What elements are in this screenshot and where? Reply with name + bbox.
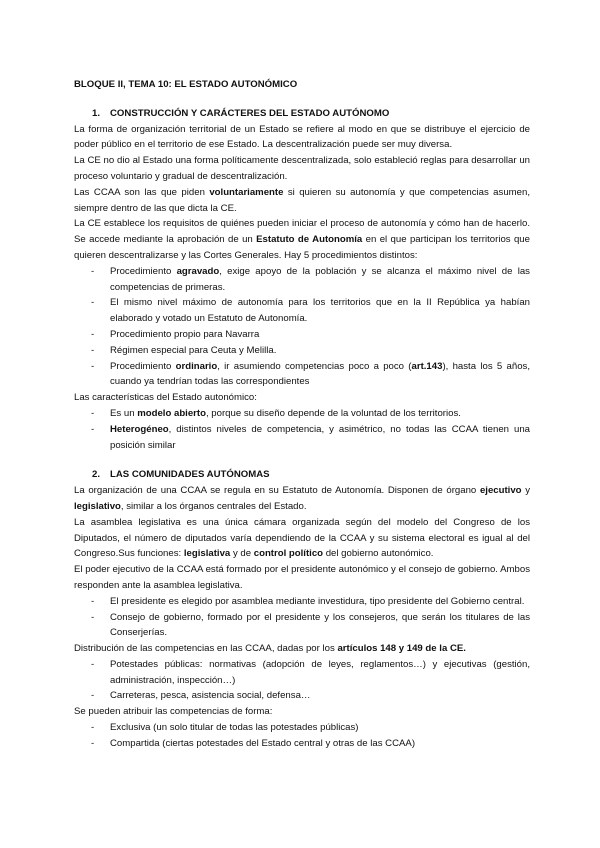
text-run: Es un bbox=[110, 407, 138, 419]
dash-bullet: - bbox=[91, 265, 95, 277]
text-run: , similar a los órganos centrales del Estado. bbox=[120, 500, 307, 512]
list-item bbox=[74, 657, 530, 689]
list-item bbox=[74, 327, 530, 343]
s1-paragraph-2: La CE no dio al Estado una forma políticamente descentralizada, solo estableció reglas para desarrollar un proceso voluntario y gradual de descentralización. bbox=[74, 155, 530, 182]
list-item bbox=[74, 422, 530, 454]
bold-text: art.143 bbox=[411, 360, 443, 372]
dash-bullet: - bbox=[91, 407, 95, 419]
s1-paragraph-1: La forma de organización territorial de un Estado se refiere al modo en que se distribuye el ejercicio de poder público en el territorio de ese Estado. La descentralización puede ser muy diversa. bbox=[74, 123, 530, 151]
list-item bbox=[74, 688, 530, 704]
s2-paragraph-4 bbox=[74, 641, 530, 657]
s1-paragraph-4 bbox=[74, 216, 530, 263]
dash-bullet: - bbox=[91, 344, 95, 356]
text-run: Potestades públicas: normativas (adopción de leyes, reglamentos…) y ejecutivas (gestión, administración, inspección…) bbox=[110, 658, 530, 686]
section-2-heading bbox=[74, 467, 530, 483]
spacer bbox=[74, 453, 530, 467]
dash-bullet: - bbox=[91, 658, 95, 670]
bold-text: legislativo bbox=[74, 500, 121, 512]
text-run: , exige apoyo de la población y se alcanza el máximo nivel de las competencias de primeras. bbox=[110, 265, 530, 293]
text-run: , distintos niveles de competencia, y asimétrico, no todas las CCAA tienen una posición similar bbox=[110, 423, 530, 451]
list-item bbox=[74, 720, 530, 736]
bold-text: agravado bbox=[176, 265, 220, 277]
text-run: Carreteras, pesca, asistencia social, defensa… bbox=[110, 690, 311, 702]
text-run: Procedimiento propio para Navarra bbox=[110, 328, 260, 340]
text-run: La organización de una CCAA se regula en su Estatuto de Autonomía. Disponen de órgano bbox=[74, 485, 480, 497]
text-run: si quieren su autonomía y que competencias asumen, siempre dentro de las que dicta la CE. bbox=[74, 186, 530, 214]
list-item bbox=[74, 264, 530, 296]
bold-text: voluntariamente bbox=[209, 186, 284, 198]
document-title: BLOQUE II, TEMA 10: EL ESTADO AUTONÓMICO bbox=[74, 79, 298, 90]
s2-executive-list bbox=[74, 594, 530, 641]
bold-text: artículos 148 y 149 de la CE. bbox=[337, 643, 466, 655]
section-2-number: 2. bbox=[92, 469, 101, 481]
bold-text: ejecutivo bbox=[479, 485, 522, 497]
text-run: El mismo nivel máximo de autonomía para los territorios que en la II República ya habían elaborado y votado un Estatuto de Autonomía. bbox=[110, 297, 530, 325]
text-run: Distribución de las competencias en las CCAA, dadas por los bbox=[74, 643, 338, 655]
list-item bbox=[74, 359, 530, 391]
list-item bbox=[74, 406, 530, 422]
text-run: Régimen especial para Ceuta y Melilla. bbox=[110, 344, 277, 356]
text-run: Compartida (ciertas potestades del Estado central y otras de las CCAA) bbox=[110, 737, 416, 749]
section-1-heading bbox=[74, 106, 530, 122]
list-item bbox=[74, 594, 530, 610]
text-run: y de bbox=[230, 548, 254, 560]
text-run: La CE establece los requisitos de quiénes pueden iniciar el proceso de autonomía y cómo han de hacerlo. Se accede mediante la aprobación de un bbox=[74, 218, 530, 246]
text-run: Exclusiva (un solo titular de todas las potestades públicas) bbox=[110, 722, 359, 734]
text-run: Procedimiento bbox=[110, 265, 177, 277]
bold-text: control político bbox=[253, 548, 324, 560]
list-item bbox=[74, 610, 530, 642]
s1-paragraph-3 bbox=[74, 185, 530, 217]
document-content bbox=[74, 77, 530, 752]
dash-bullet: - bbox=[91, 737, 95, 749]
list-item bbox=[74, 736, 530, 752]
dash-bullet: - bbox=[91, 611, 95, 623]
dash-bullet: - bbox=[91, 690, 95, 702]
bold-text: Heterogéneo bbox=[110, 423, 169, 435]
dash-bullet: - bbox=[91, 297, 95, 309]
bold-text: legislativa bbox=[183, 548, 231, 560]
text-run: La asamblea legislativa es una única cámara organizada según del modelo del Congreso de los Diputados, el número de diputados varía dependiendo de la CCAA y su sistema electoral es igual al del Congreso.Sus funciones: bbox=[74, 516, 530, 560]
dash-bullet: - bbox=[91, 360, 95, 372]
text-run: , ir asumiendo competencias poco a poco ( bbox=[217, 360, 412, 372]
section-2-title: LAS COMUNIDADES AUTÓNOMAS bbox=[110, 469, 270, 481]
text-run: , porque su diseño depende de la voluntad de los territorios. bbox=[205, 407, 461, 419]
text-run: ), hasta los 5 años, cuando ya tendrían todas las correspondientes bbox=[110, 360, 530, 388]
s2-paragraph-3: El poder ejecutivo de la CCAA está formado por el presidente autonómico y el consejo de gobierno. Ambos responden ante la asamblea legislativa. bbox=[74, 564, 530, 591]
text-run: del gobierno autonómico. bbox=[323, 548, 434, 560]
text-run: El presidente es elegido por asamblea mediante investidura, tipo presidente del Gobierno central. bbox=[110, 595, 525, 607]
text-run: Las CCAA son las que piden bbox=[74, 186, 210, 198]
text-run: en el que participan los territorios que quieren descentralizarse y las Cortes Generales. Hay 5 procedimientos distintos: bbox=[74, 234, 530, 261]
s1-paragraph-5: Las características del Estado autonómico: bbox=[74, 392, 257, 404]
s1-procedures-list bbox=[74, 264, 530, 390]
text-run: Procedimiento bbox=[110, 360, 176, 372]
s1-characteristics-list bbox=[74, 406, 530, 453]
bold-text: Estatuto de Autonomía bbox=[256, 234, 363, 246]
dash-bullet: - bbox=[91, 722, 95, 734]
bold-text: modelo abierto bbox=[137, 407, 206, 419]
s2-competences-list bbox=[74, 657, 530, 704]
s2-attribution-list bbox=[74, 720, 530, 752]
dash-bullet: - bbox=[91, 423, 95, 435]
dash-bullet: - bbox=[91, 328, 95, 340]
text-run: Consejo de gobierno, formado por el presidente y los consejeros, que serán los titulares de las Conserjerías. bbox=[110, 611, 530, 639]
list-item bbox=[74, 295, 530, 327]
text-run: y bbox=[521, 485, 530, 497]
s2-paragraph-1 bbox=[74, 483, 530, 515]
dash-bullet: - bbox=[91, 595, 95, 607]
s2-paragraph-5: Se pueden atribuir las competencias de forma: bbox=[74, 706, 273, 718]
list-item bbox=[74, 343, 530, 359]
s2-paragraph-2 bbox=[74, 515, 530, 562]
bold-text: ordinario bbox=[175, 360, 218, 372]
section-1-number: 1. bbox=[92, 107, 101, 119]
section-1-title: CONSTRUCCIÓN Y CARÁCTERES DEL ESTADO AUTÓNOMO bbox=[110, 107, 390, 119]
